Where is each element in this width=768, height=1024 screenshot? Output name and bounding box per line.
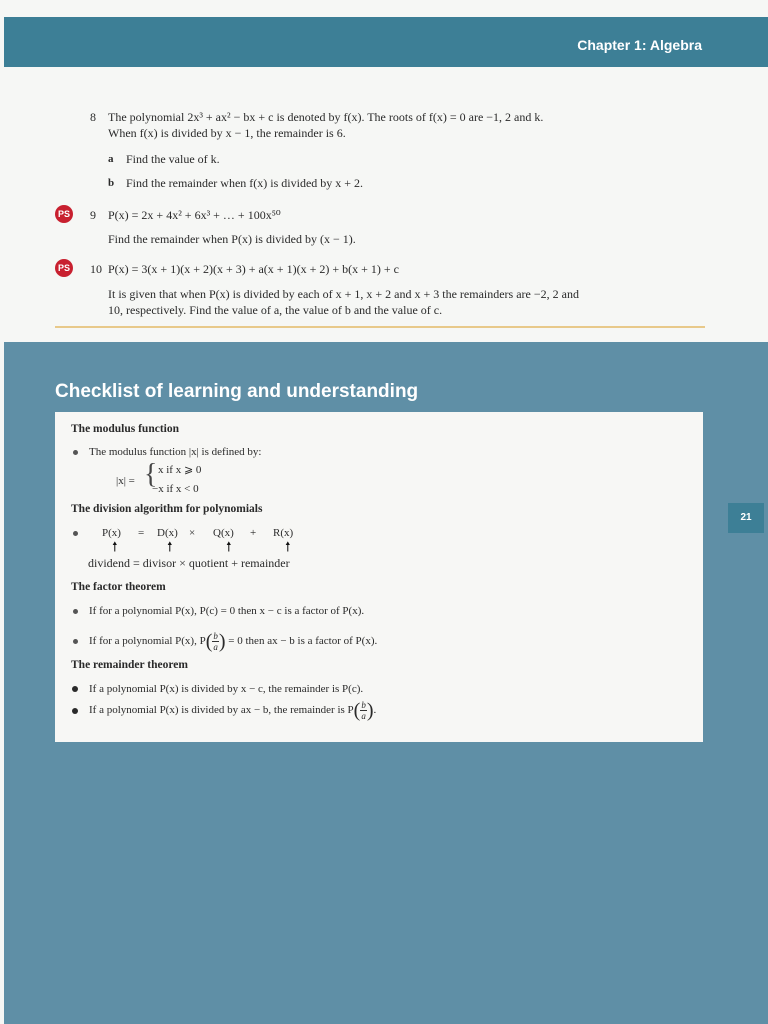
question-number: 9 — [90, 208, 96, 222]
remainder-theorem-item-1: If a polynomial P(x) is divided by x − c, the remainder is P(c). — [89, 683, 364, 695]
factor-theorem-item-2: If for a polynomial P(x), P( $\frac{b}{a}$ ) = 0 then ax − b is a factor of P(x). — [89, 630, 378, 653]
fraction-denominator: a — [361, 710, 366, 721]
page-number: 21 — [728, 503, 764, 533]
question-text-line: It is given that when P(x) is divided by each of x + 1, x + 2 and x + 3 the remainders are −2, 2 and — [108, 287, 579, 301]
division-words: dividend = divisor × quotient + remainder — [88, 556, 290, 570]
division-term-d: D(x) — [157, 527, 178, 539]
arrow-up-icon: 🠕 — [226, 540, 232, 555]
remainder-theorem-item-2: If a polynomial P(x) is divided by ax − b, the remainder is P( $\frac{b}{a}$ ). — [89, 699, 377, 722]
section-title-division: The division algorithm for polynomials — [71, 503, 263, 515]
division-term-q: Q(x) — [213, 527, 234, 539]
problem-solving-badge: PS — [55, 205, 73, 223]
division-term-p: P(x) — [102, 527, 121, 539]
problem-solving-badge: PS — [55, 259, 73, 277]
arrow-up-icon: 🠕 — [285, 540, 291, 555]
modulus-lhs: |x| = — [116, 475, 135, 487]
section-title-factor: The factor theorem — [71, 581, 166, 593]
subpart-letter: b — [108, 177, 115, 189]
question-number: 8 — [90, 110, 96, 124]
division-plus: + — [250, 527, 257, 539]
division-times: × — [189, 527, 196, 539]
chapter-title: Chapter 1: Algebra — [577, 37, 702, 53]
question-text-line: When f(x) is divided by x − 1, the remainder is 6. — [108, 126, 346, 140]
section-divider — [55, 326, 705, 328]
subpart-text: Find the remainder when f(x) is divided by x + 2. — [126, 176, 364, 190]
fraction-numerator: b — [361, 699, 366, 710]
checklist-heading: Checklist of learning and understanding — [55, 381, 419, 402]
factor-theorem-item-1: If for a polynomial P(x), P(c) = 0 then x − c is a factor of P(x). — [89, 605, 365, 617]
modulus-definition: The modulus function |x| is defined by: — [89, 446, 262, 458]
question-text-line: Find the remainder when P(x) is divided by (x − 1). — [108, 232, 356, 246]
bullet-icon — [73, 609, 78, 614]
division-equals: = — [138, 527, 145, 539]
remainder-theorem-item-2-start: If a polynomial P(x) is divided by ax − b, the remainder is P — [89, 704, 354, 716]
question-text-line: 10, respectively. Find the value of a, the value of b and the value of c. — [108, 303, 443, 317]
bullet-icon — [73, 639, 78, 644]
fraction-numerator: b — [213, 630, 218, 641]
bullet-icon — [73, 450, 78, 455]
subpart-text: Find the value of k. — [126, 152, 220, 166]
factor-theorem-item-2-start: If for a polynomial P(x), P — [89, 635, 206, 647]
division-term-r: R(x) — [273, 527, 294, 539]
question-text-line: The polynomial 2x³ + ax² − bx + c is denoted by f(x). The roots of f(x) = 0 are −1, 2 and k. — [108, 110, 544, 124]
subpart-letter: a — [108, 153, 114, 165]
arrow-up-icon: 🠕 — [167, 540, 173, 555]
bullet-icon — [72, 686, 78, 692]
factor-theorem-item-2-end: = 0 then ax − b is a factor of P(x). — [228, 635, 378, 647]
question-number: 10 — [90, 262, 102, 276]
modulus-case-1: x if x ⩾ 0 — [158, 464, 202, 476]
section-title-modulus: The modulus function — [71, 423, 180, 435]
fraction-denominator: a — [213, 641, 218, 652]
bullet-icon — [73, 531, 78, 536]
question-text-line: P(x) = 2x + 4x² + 6x³ + … + 100x⁵⁰ — [108, 208, 281, 222]
bullet-icon — [72, 708, 78, 714]
modulus-case-2: −x if x < 0 — [152, 483, 199, 495]
arrow-up-icon: 🠕 — [112, 540, 118, 555]
left-brace-icon: { — [144, 459, 158, 490]
remainder-theorem-item-2-end: . — [373, 704, 377, 716]
section-title-remainder: The remainder theorem — [71, 659, 188, 671]
question-text-line: P(x) = 3(x + 1)(x + 2)(x + 3) + a(x + 1)(x + 2) + b(x + 1) + c — [108, 262, 399, 276]
